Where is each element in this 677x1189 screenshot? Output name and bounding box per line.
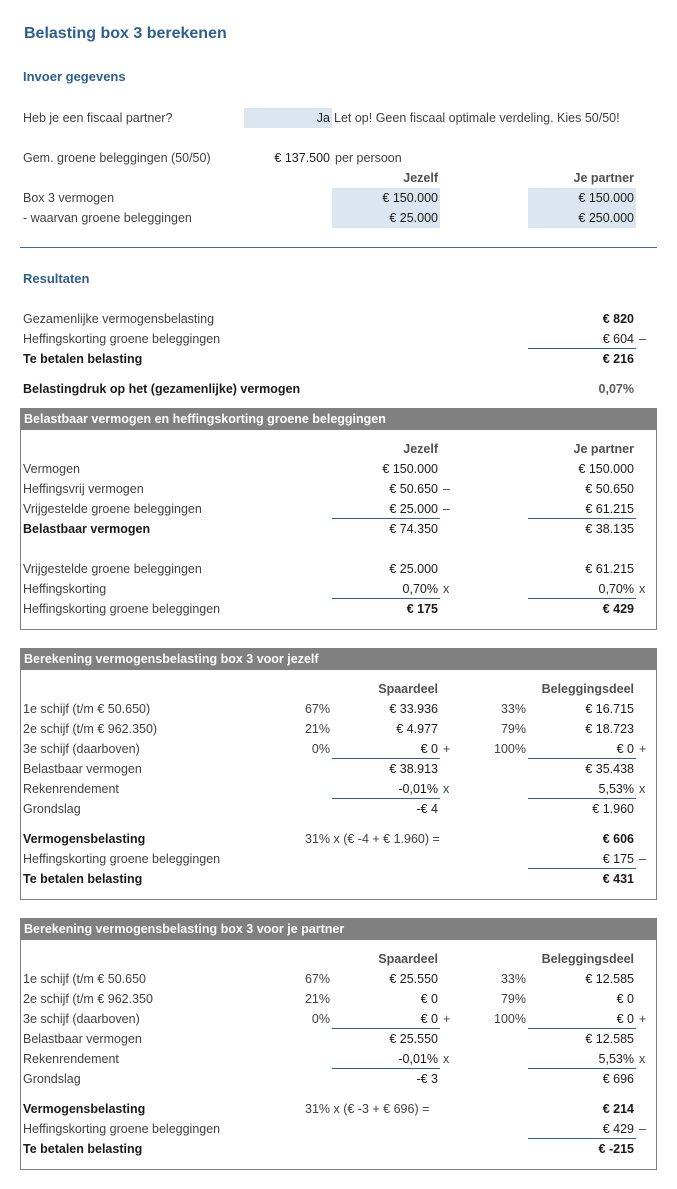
multiply-operator: x (443, 582, 450, 596)
exempt-green-self: € 25.000 (389, 502, 438, 516)
bracket-2-savings: € 4.977 (396, 722, 438, 736)
bracket-2-label: 2e schijf (t/m € 962.350) (23, 722, 158, 736)
return-label: Rekenrendement (23, 1052, 119, 1066)
minus-operator: – (443, 482, 450, 496)
partner-value[interactable]: Ja (316, 111, 330, 125)
base-savings: -€ 4 (416, 802, 438, 816)
bracket-1-invest: € 12.585 (585, 972, 634, 986)
avg-green-value: € 137.500 (274, 151, 330, 165)
tax-burden-value: 0,07% (598, 382, 634, 396)
plus-operator: + (639, 1012, 647, 1026)
partner-warning: Let op! Geen fiscaal optimale verdeling. Kies 50/50! (334, 111, 620, 125)
credit-value: € 175 (602, 852, 634, 866)
bracket-3-pct-invest: 100% (494, 742, 526, 756)
tax-free-partner: € 50.650 (585, 482, 634, 496)
green-credit-value: € 604 (602, 332, 634, 346)
plus-operator: + (639, 742, 647, 756)
col-header-invest: Beleggingsdeel (541, 682, 634, 696)
credit-label: Heffingskorting groene beleggingen (23, 1122, 221, 1136)
taxable-wealth-header: Belastbaar vermogen en heffingskorting groene beleggingen (21, 409, 656, 430)
partner-question-label: Heb je een fiscaal partner? (23, 111, 173, 125)
green-investments-self-input[interactable]: € 25.000 (389, 211, 438, 225)
bracket-1-invest: € 16.715 (585, 702, 634, 716)
wealth-partner: € 150.000 (578, 462, 634, 476)
bracket-2-pct-invest: 79% (500, 992, 526, 1006)
col-header-self: Jezelf (403, 442, 438, 456)
due-label: Te betalen belasting (23, 872, 143, 886)
wealth-tax-formula: 31% x (€ -4 + € 1.960) = (305, 832, 440, 846)
taxable-invest: € 35.438 (585, 762, 634, 776)
bracket-1-savings: € 33.936 (389, 702, 438, 716)
wealth-self: € 150.000 (382, 462, 438, 476)
exempt-green-label-2: Vrijgestelde groene beleggingen (23, 562, 202, 576)
bracket-1-label: 1e schijf (t/m € 50.650 (23, 972, 146, 986)
multiply-operator: x (443, 1052, 450, 1066)
joint-tax-label: Gezamenlijke vermogensbelasting (23, 312, 215, 326)
bracket-3-pct-savings: 0% (311, 1012, 330, 1026)
bracket-3-pct-savings: 0% (311, 742, 330, 756)
multiply-operator: x (639, 782, 646, 796)
minus-operator: – (639, 1122, 646, 1136)
joint-tax-value: € 820 (602, 312, 634, 326)
bracket-1-pct-savings: 67% (304, 702, 330, 716)
bracket-1-label: 1e schijf (t/m € 50.650) (23, 702, 151, 716)
minus-operator: – (443, 502, 450, 516)
bracket-1-pct-savings: 67% (304, 972, 330, 986)
tax-due-label: Te betalen belasting (23, 352, 143, 366)
base-invest: € 1.960 (592, 802, 634, 816)
wealth-tax-label: Vermogensbelasting (23, 1102, 146, 1116)
base-savings: -€ 3 (416, 1072, 438, 1086)
return-label: Rekenrendement (23, 782, 119, 796)
return-invest: 5,53% (598, 1052, 634, 1066)
bracket-1-savings: € 25.550 (389, 972, 438, 986)
wealth-tax-value: € 214 (602, 1102, 634, 1116)
box3-wealth-partner-input[interactable]: € 150.000 (578, 191, 634, 205)
results-heading: Resultaten (23, 271, 90, 286)
bracket-2-savings: € 0 (420, 992, 438, 1006)
avg-green-suffix: per persoon (335, 151, 402, 165)
section-divider (20, 247, 657, 248)
exempt-green-partner: € 61.215 (585, 502, 634, 516)
bracket-2-pct-savings: 21% (304, 992, 330, 1006)
return-savings: -0,01% (398, 782, 438, 796)
return-invest: 5,53% (598, 782, 634, 796)
exempt-green-partner-2: € 61.215 (585, 562, 634, 576)
bracket-2-label: 2e schijf (t/m € 962.350 (23, 992, 153, 1006)
bracket-2-pct-invest: 79% (500, 722, 526, 736)
tax-due-value: € 216 (602, 352, 634, 366)
taxable-wealth-self: € 74.350 (389, 522, 438, 536)
bracket-3-label: 3e schijf (daarboven) (23, 742, 140, 756)
credit-value: € 429 (602, 1122, 634, 1136)
tax-free-self: € 50.650 (389, 482, 438, 496)
wealth-tax-value: € 606 (602, 832, 634, 846)
taxable-wealth-label: Belastbaar vermogen (23, 522, 151, 536)
box3-wealth-label: Box 3 vermogen (23, 191, 115, 205)
return-savings: -0,01% (398, 1052, 438, 1066)
green-credit-label: Heffingskorting groene beleggingen (23, 332, 221, 346)
calc-self-header: Berekening vermogensbelasting box 3 voor jezelf (21, 649, 656, 670)
bracket-3-invest: € 0 (616, 1012, 634, 1026)
multiply-operator: x (443, 782, 450, 796)
base-invest: € 696 (602, 1072, 634, 1086)
multiply-operator: x (639, 1052, 646, 1066)
due-value: € 431 (602, 872, 634, 886)
taxable-label: Belastbaar vermogen (23, 762, 142, 776)
bracket-1-pct-invest: 33% (500, 972, 526, 986)
bracket-3-savings: € 0 (420, 1012, 438, 1026)
plus-operator: + (443, 742, 451, 756)
wealth-tax-label: Vermogensbelasting (23, 832, 146, 846)
bracket-3-savings: € 0 (420, 742, 438, 756)
col-header-savings: Spaardeel (378, 682, 438, 696)
bracket-1-pct-invest: 33% (500, 702, 526, 716)
col-header-self: Jezelf (403, 171, 438, 185)
avg-green-label: Gem. groene beleggingen (50/50) (23, 151, 211, 165)
exempt-green-self-2: € 25.000 (389, 562, 438, 576)
taxable-label: Belastbaar vermogen (23, 1032, 142, 1046)
minus-operator: – (639, 332, 646, 346)
green-investments-partner-input[interactable]: € 250.000 (578, 211, 634, 225)
input-heading: Invoer gegevens (23, 69, 126, 84)
base-label: Grondslag (23, 802, 81, 816)
multiply-operator: x (639, 582, 646, 596)
taxable-savings: € 25.550 (389, 1032, 438, 1046)
minus-operator: – (639, 852, 646, 866)
col-header-partner: Je partner (573, 171, 634, 185)
credit-label: Heffingskorting groene beleggingen (23, 852, 221, 866)
box3-wealth-self-input[interactable]: € 150.000 (382, 191, 438, 205)
wealth-label: Vermogen (23, 462, 80, 476)
calc-partner-header: Berekening vermogensbelasting box 3 voor je partner (21, 919, 656, 940)
credit-rate-partner: 0,70% (598, 582, 634, 596)
bracket-3-label: 3e schijf (daarboven) (23, 1012, 140, 1026)
green-credit-label: Heffingskorting groene beleggingen (23, 602, 221, 616)
base-label: Grondslag (23, 1072, 81, 1086)
tax-free-label: Heffingsvrij vermogen (23, 482, 144, 496)
exempt-green-label: Vrijgestelde groene beleggingen (23, 502, 202, 516)
green-credit-partner: € 429 (602, 602, 634, 616)
bracket-3-pct-invest: 100% (494, 1012, 526, 1026)
bracket-3-invest: € 0 (616, 742, 634, 756)
green-credit-self: € 175 (406, 602, 438, 616)
credit-rate-label: Heffingskorting (23, 582, 107, 596)
credit-rate-self: 0,70% (402, 582, 438, 596)
wealth-tax-formula: 31% x (€ -3 + € 696) = (305, 1102, 430, 1116)
tax-burden-label: Belastingdruk op het (gezamenlijke) vermogen (23, 382, 301, 396)
taxable-invest: € 12.585 (585, 1032, 634, 1046)
taxable-wealth-partner: € 38.135 (585, 522, 634, 536)
plus-operator: + (443, 1012, 451, 1026)
due-label: Te betalen belasting (23, 1142, 143, 1156)
taxable-savings: € 38.913 (389, 762, 438, 776)
bracket-2-invest: € 18.723 (585, 722, 634, 736)
bracket-2-invest: € 0 (616, 992, 634, 1006)
due-value: € -215 (598, 1142, 634, 1156)
col-header-savings: Spaardeel (378, 952, 438, 966)
bracket-2-pct-savings: 21% (304, 722, 330, 736)
col-header-partner: Je partner (573, 442, 634, 456)
col-header-invest: Beleggingsdeel (541, 952, 634, 966)
green-investments-label: - waarvan groene beleggingen (23, 211, 192, 225)
page-title: Belasting box 3 berekenen (24, 25, 227, 42)
